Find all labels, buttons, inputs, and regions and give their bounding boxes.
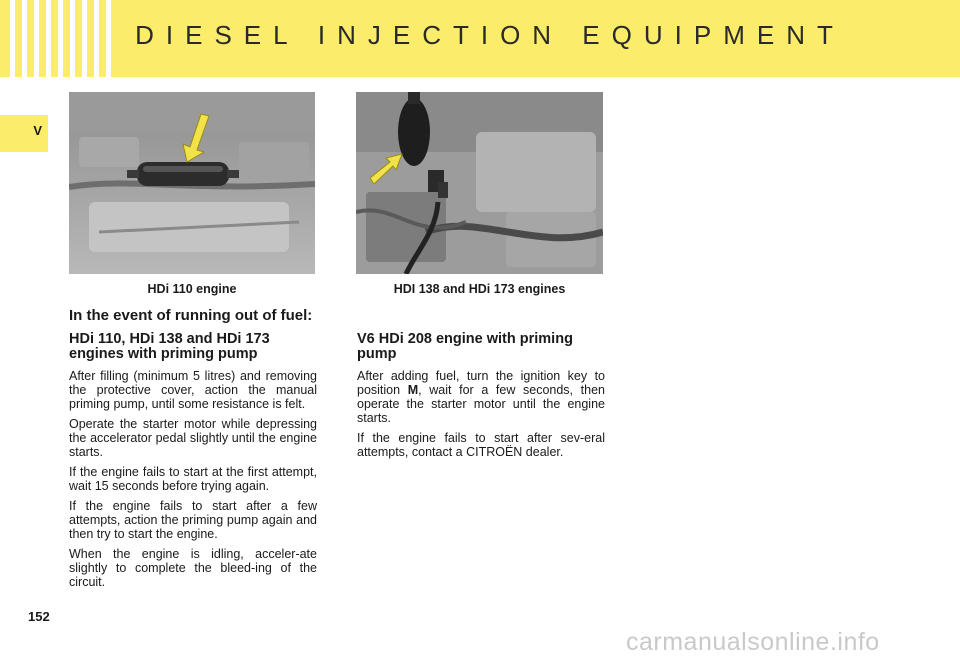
paragraph: After filling (minimum 5 litres) and removing the protective cover, action the manual priming pump, until some resistance is felt.	[69, 369, 317, 411]
header-stripe	[46, 0, 51, 77]
subsection-title: HDi 110, HDi 138 and HDi 173 engines with priming pump	[69, 331, 270, 362]
header-stripe	[82, 0, 87, 77]
paragraph-text: , wait for a few seconds, then operate the starter motor until the engine starts.	[357, 383, 605, 425]
watermark: carmanualsonline.info	[626, 628, 880, 656]
paragraph: When the engine is idling, acceler-ate slightly to complete the bleed-ing of the circuit.	[69, 547, 317, 589]
header-stripe	[22, 0, 27, 77]
header-stripe	[70, 0, 75, 77]
section-heading: In the event of running out of fuel:	[69, 307, 313, 324]
header-band	[0, 0, 960, 77]
paragraph: If the engine fails to start after a few attempts, action the priming pump again and then try to start the engine.	[69, 499, 317, 541]
figure-caption: HDi 110 engine	[147, 282, 237, 296]
engine-photo-hdi110	[69, 92, 315, 274]
figure-caption: HDI 138 and HDi 173 engines	[393, 282, 566, 296]
paragraph: Operate the starter motor while depressing the accelerator pedal slightly until the engine starts.	[69, 417, 317, 459]
header-stripe	[58, 0, 63, 77]
engine-photo-hdi138-173	[356, 92, 603, 274]
left-column	[69, 332, 317, 595]
paragraph-text: After adding fuel, turn the ignition key to position	[357, 369, 605, 397]
paragraph: If the engine fails to start after sev-eral attempts, contact a CITROËN dealer.	[357, 431, 605, 459]
paragraph	[357, 369, 605, 425]
ignition-position-label: M	[407, 383, 419, 397]
header-stripe	[10, 0, 15, 77]
chapter-letter: V	[33, 123, 42, 138]
right-column	[357, 332, 605, 465]
page-title: DIESEL INJECTION EQUIPMENT	[135, 20, 845, 50]
subsection-title: V6 HDi 208 engine with priming pump	[357, 331, 573, 362]
header-stripe	[94, 0, 99, 77]
paragraph: If the engine fails to start at the first attempt, wait 15 seconds before trying again.	[69, 465, 317, 493]
page-number: 152	[28, 609, 50, 624]
header-stripe	[34, 0, 39, 77]
